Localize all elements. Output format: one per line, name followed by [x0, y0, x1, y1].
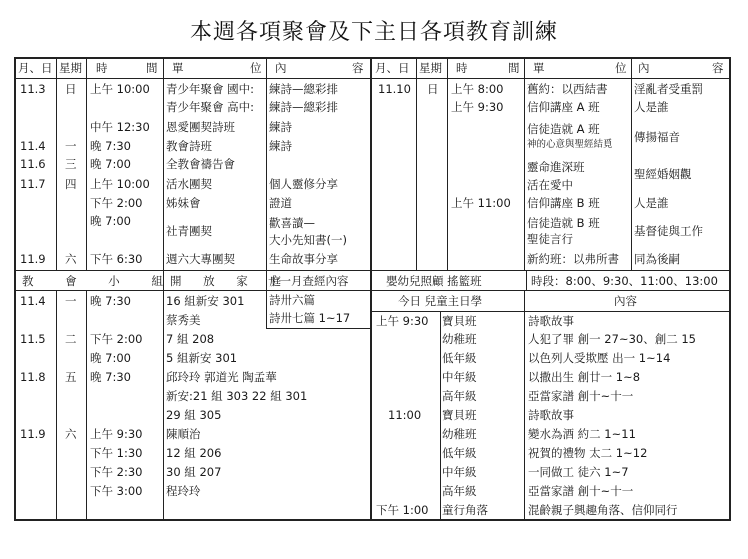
cell-lesson: 亞當家譜 創十~十一 — [528, 484, 634, 498]
cell-content: 傳揚福音 — [634, 130, 680, 144]
cell-time: 晚 7:00 — [90, 351, 131, 365]
cell-unit: 陳順治 — [166, 427, 201, 441]
table-row: 11.7 — [20, 177, 46, 191]
cell-unit: 姊妹會 — [166, 196, 201, 210]
header-unit-a: 單 — [172, 61, 184, 75]
header-date-right: 月、日 — [375, 61, 410, 75]
table-row: 11.3 — [20, 82, 46, 96]
table-row: 11.4 — [20, 139, 46, 153]
cell-class: 低年級 — [442, 351, 477, 365]
content-label: 內容 — [614, 294, 637, 308]
cell-content: 基督徒與工作 — [634, 224, 703, 238]
cell-weekday: 三 — [65, 157, 77, 171]
table-row: 11.4 — [20, 294, 46, 308]
cell-unit: 全教會禱告會 — [166, 157, 235, 171]
cell-weekday: 一 — [65, 139, 77, 153]
header-unit-b-right: 位 — [615, 61, 627, 75]
cell-unit: 活在愛中 — [527, 178, 573, 192]
cell-lesson: 祝賀的禮物 太二 1~12 — [528, 446, 648, 460]
cell-time: 晚 7:00 — [90, 214, 131, 228]
cell-time: 下午 1:30 — [90, 446, 143, 460]
cell-weekday: 五 — [65, 370, 77, 384]
cell-content: 練詩 — [269, 120, 292, 134]
cell-unit: 程玲玲 — [166, 484, 201, 498]
cell-lesson: 詩歌故事 — [528, 314, 574, 328]
cell-class: 童行角落 — [442, 503, 488, 517]
cell-content: 練詩—總彩排 — [269, 82, 338, 96]
header-time-a-right: 時 — [456, 61, 468, 75]
cell-time: 下午 2:30 — [90, 465, 143, 479]
cell-time: 上午 10:00 — [90, 82, 150, 96]
header-time-b-right: 間 — [508, 61, 520, 75]
cell-class: 中年級 — [442, 370, 477, 384]
table-row: 11.9 — [20, 427, 46, 441]
table-row: 下午 1:00 — [376, 503, 429, 517]
cell-time: 下午 6:30 — [90, 252, 143, 266]
group-header: 教 會 小 組 — [22, 274, 177, 288]
cell-class: 高年級 — [442, 484, 477, 498]
cell-content: 練詩—總彩排 — [269, 100, 338, 114]
cell-class: 高年級 — [442, 389, 477, 403]
cell-unit: 舊約：以西結書 — [527, 82, 608, 96]
table-row: 11.9 — [20, 252, 46, 266]
nursery-title: 嬰幼兒照顧 搖籃班 — [386, 274, 482, 288]
cell-unit: 神的心意與聖經結覓 — [527, 139, 613, 150]
cell-unit: 12 組 206 — [166, 446, 222, 460]
cell-time: 晚 7:30 — [90, 294, 131, 308]
cell-class: 幼稚班 — [442, 332, 477, 346]
reading-item-1: 詩卅六篇 — [269, 293, 315, 307]
cell-weekday: 四 — [65, 177, 77, 191]
cell-unit: 恩愛團契詩班 — [166, 120, 235, 134]
cell-weekday: 二 — [65, 332, 77, 346]
cell-unit: 7 組 208 — [166, 332, 215, 346]
cell-lesson: 以撒出生 創廿一 1~8 — [528, 370, 641, 384]
header-unit-a-right: 單 — [533, 61, 545, 75]
cell-class: 寶貝班 — [442, 314, 477, 328]
cell-lesson: 亞當家譜 創十~十一 — [528, 389, 634, 403]
cell-time: 上午 9:30 — [90, 427, 143, 441]
cell-weekday: 日 — [427, 82, 439, 96]
table-row: 11.5 — [20, 332, 46, 346]
cell-unit: 青少年聚會 國中: — [166, 82, 255, 96]
cell-unit: 週六大專團契 — [166, 252, 235, 266]
cell-lesson: 一同做工 徒六 1~7 — [528, 465, 629, 479]
table-row: 11.10 — [378, 82, 411, 96]
cell-class: 中年級 — [442, 465, 477, 479]
cell-class: 寶貝班 — [442, 408, 477, 422]
cell-lesson: 混齡親子興趣角落、信仰同行 — [528, 503, 678, 517]
cell-time: 上午 11:00 — [451, 196, 511, 210]
cell-unit: 蔡秀美 — [166, 313, 201, 327]
page-title: 本週各項聚會及下主日各項教育訓練 — [189, 20, 558, 45]
cell-unit: 信徒造就 B 班 — [527, 216, 600, 230]
cell-time: 下午 2:00 — [90, 196, 143, 210]
cell-unit: 30 組 207 — [166, 465, 222, 479]
table-row: 11.8 — [20, 370, 46, 384]
cell-content: 淫亂者受重罰 — [634, 82, 703, 96]
cell-unit: 靈命進深班 — [527, 160, 585, 174]
cell-time: 晚 7:00 — [90, 157, 131, 171]
cell-content: 同為後嗣 — [634, 252, 680, 266]
cell-time: 上午 10:00 — [90, 177, 150, 191]
cell-unit: 新安:21 組 303 22 組 301 — [166, 389, 308, 403]
cell-content: 歡喜讀— — [269, 216, 315, 230]
cell-unit: 新約班：以弗所書 — [527, 252, 619, 266]
reading-item-2: 詩卅七篇 1~17 — [269, 311, 351, 325]
cell-time: 上午 8:00 — [451, 82, 504, 96]
cell-time: 下午 3:00 — [90, 484, 143, 498]
cell-unit: 青少年聚會 高中: — [166, 100, 255, 114]
cell-lesson: 詩歌故事 — [528, 408, 574, 422]
open-home-header: 開 放 家 庭 — [170, 274, 290, 288]
cell-unit: 29 組 305 — [166, 408, 222, 422]
header-time-b: 間 — [146, 61, 158, 75]
header-content-b-right: 容 — [712, 61, 724, 75]
header-unit-b: 位 — [250, 61, 262, 75]
cell-unit: 教會詩班 — [166, 139, 212, 153]
table-row: 11:00 — [388, 408, 422, 422]
cell-unit: 信徒造就 A 班 — [527, 122, 600, 136]
cell-unit: 16 組新安 301 — [166, 294, 245, 308]
cell-content: 人是誰 — [634, 196, 669, 210]
sunday-school-header: 今日 兒童主日學 — [398, 294, 483, 308]
cell-class: 低年級 — [442, 446, 477, 460]
cell-lesson: 人犯了罪 創一 27~30、創二 15 — [528, 332, 697, 346]
cell-weekday: 日 — [65, 82, 77, 96]
header-weekday: 星期 — [59, 61, 82, 75]
cell-weekday: 六 — [65, 252, 77, 266]
cell-weekday: 六 — [65, 427, 77, 441]
header-weekday-right: 星期 — [419, 61, 442, 75]
cell-unit: 信仰講座 B 班 — [527, 196, 600, 210]
cell-content: 人是誰 — [634, 100, 669, 114]
cell-content: 個人靈修分享 — [269, 177, 338, 191]
cell-unit: 社青團契 — [166, 224, 212, 238]
cell-lesson: 變水為酒 約二 1~11 — [528, 427, 636, 441]
cell-time: 中午 12:30 — [90, 120, 150, 134]
table-row: 上午 9:30 — [376, 314, 429, 328]
cell-class: 幼稚班 — [442, 427, 477, 441]
header-content-b: 容 — [352, 61, 364, 75]
cell-unit: 聖徒言行 — [527, 232, 573, 246]
cell-time: 上午 9:30 — [451, 100, 504, 114]
cell-unit: 5 組新安 301 — [166, 351, 238, 365]
cell-time: 晚 7:30 — [90, 139, 131, 153]
cell-unit: 活水團契 — [166, 177, 212, 191]
cell-time: 下午 2:00 — [90, 332, 143, 346]
cell-content: 證道 — [269, 196, 292, 210]
cell-content: 練詩 — [269, 139, 292, 153]
table-row: 11.6 — [20, 157, 46, 171]
cell-content: 大小先知書(一) — [269, 233, 347, 247]
header-date: 月、日 — [18, 61, 53, 75]
reading-plan-header: 十一月查經內容 — [268, 274, 349, 288]
cell-unit: 邱玲玲 郭道光 陶孟華 — [166, 370, 277, 384]
header-time-a: 時 — [96, 61, 108, 75]
cell-weekday: 一 — [65, 294, 77, 308]
cell-time: 晚 7:30 — [90, 370, 131, 384]
cell-content: 生命故事分享 — [269, 252, 338, 266]
header-content-a-right: 內 — [638, 61, 650, 75]
cell-content: 聖經婚姻觀 — [634, 167, 692, 181]
nursery-times: 時段：8:00、9:30、11:00、13:00 — [531, 274, 718, 288]
cell-unit: 信仰講座 A 班 — [527, 100, 600, 114]
cell-lesson: 以色列人受欺壓 出一 1~14 — [528, 351, 671, 365]
header-content-a: 內 — [275, 61, 287, 75]
